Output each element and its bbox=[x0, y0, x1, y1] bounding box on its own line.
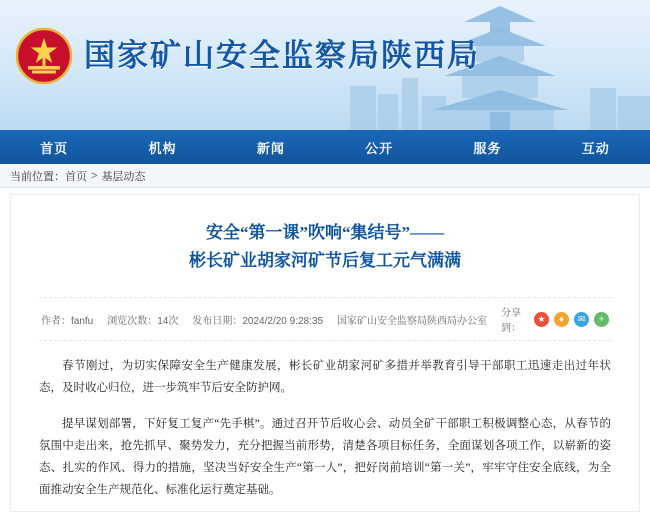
national-emblem-icon bbox=[14, 26, 74, 86]
share-label: 分享到： bbox=[501, 308, 522, 334]
content-area bbox=[0, 194, 650, 512]
meta-author bbox=[41, 312, 93, 327]
article-title-line-1: 安全“第一课”吹响“集结号”—— bbox=[206, 223, 444, 242]
article-title-line-2: 彬长矿业胡家河矿节后复工元气满满 bbox=[189, 251, 461, 270]
share-qzone-icon[interactable]: ♦ bbox=[554, 312, 569, 327]
share-wechat-icon[interactable]: ✉ bbox=[574, 312, 589, 327]
breadcrumb-item-home[interactable]: 首页 bbox=[65, 170, 87, 183]
meta-views-label: 浏览次数： bbox=[107, 315, 158, 327]
meta-date-value: 2024/2/20 9:28:35 bbox=[242, 315, 324, 327]
meta-author-value: fanfu bbox=[71, 315, 94, 327]
breadcrumb bbox=[0, 164, 650, 188]
breadcrumb-prefix: 当前位置： bbox=[10, 170, 65, 183]
nav-item-home[interactable]: 首页 bbox=[40, 140, 69, 156]
site-title: 国家矿山安全监察局陕西局 bbox=[84, 38, 480, 73]
main-nav[interactable] bbox=[0, 130, 650, 164]
nav-item-organization[interactable]: 机构 bbox=[148, 140, 177, 156]
share-icons bbox=[534, 312, 609, 327]
nav-item-interaction[interactable]: 互动 bbox=[581, 140, 610, 156]
nav-item-disclosure[interactable]: 公开 bbox=[365, 140, 394, 156]
article-paragraph: 提早谋划部署，下好复工复产“先手棋”。通过召开节后收心会、动员全矿干部职工积极调整心态，从春节的氛围中走出来，抢先抓早、聚势发力，充分把握当前形势，清楚各项目标任务，全面谋划各项工作，以崭新的姿态、扎实的作风、得力的措施，坚决当好安全生产“第一人”，把好岗前培训“第一关”，牢牢守住安全底线，为全面推动安全生产规范化、标准化运行奠定基础。 bbox=[39, 418, 611, 496]
meta-date bbox=[192, 312, 323, 327]
share-more-icon[interactable]: + bbox=[594, 312, 609, 327]
breadcrumb-separator: > bbox=[91, 169, 98, 182]
meta-source: 国家矿山安全监察局陕西局办公室 bbox=[337, 315, 488, 327]
share-weibo-icon[interactable]: ★ bbox=[534, 312, 549, 327]
nav-item-service[interactable]: 服务 bbox=[473, 140, 502, 156]
site-header bbox=[0, 0, 650, 130]
page-title bbox=[39, 213, 611, 285]
meta-author-label: 作者： bbox=[41, 315, 71, 327]
nav-item-news[interactable]: 新闻 bbox=[256, 140, 285, 156]
breadcrumb-item-current[interactable]: 基层动态 bbox=[101, 170, 146, 183]
article-meta bbox=[39, 297, 611, 341]
meta-date-label: 发布日期： bbox=[192, 315, 243, 327]
article-paragraph: 春节刚过，为切实保障安全生产健康发展，彬长矿业胡家河矿多措并举教育引导干部职工迅速走出过年状态，及时收心归位，进一步筑牢节后安全防护网。 bbox=[39, 360, 611, 394]
article-card bbox=[10, 194, 640, 512]
meta-views bbox=[107, 312, 178, 327]
meta-views-value: 14次 bbox=[157, 315, 179, 327]
